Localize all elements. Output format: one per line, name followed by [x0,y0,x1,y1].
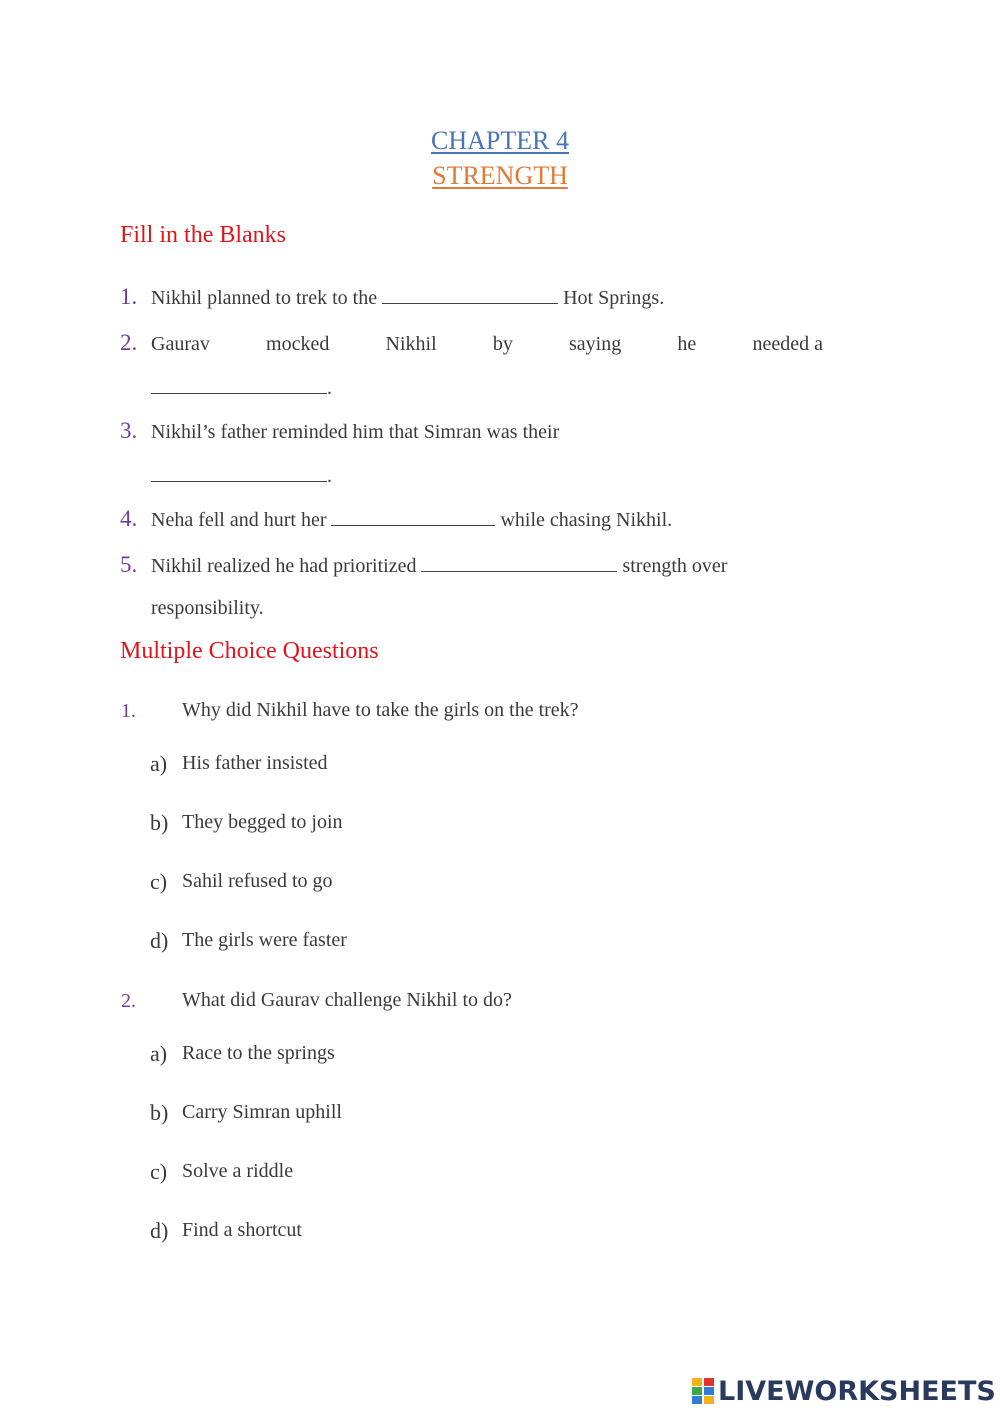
fill-blank-item [151,555,727,578]
fill-blank-item [151,333,823,356]
liveworksheets-logo [692,1375,996,1407]
fill-blank-word: Gaurav [151,333,210,355]
option-letter: c) [150,1159,168,1184]
blank-field[interactable] [421,570,617,572]
liveworksheets-logo-icon [692,1378,714,1404]
fill-blank-text: Neha fell and hurt her [151,509,327,531]
blank-field[interactable] [151,480,327,482]
fill-blank-text: Nikhil realized he had prioritized [151,555,417,577]
option-letter: c) [150,869,168,894]
fill-blank-word: saying [568,333,622,355]
mcq-heading: Multiple Choice Questions [120,638,379,664]
fill-blank-continuation: responsibility. [151,597,264,619]
fill-blank-number: 1. [120,284,138,309]
fill-blank-number: 5. [120,552,138,577]
fill-blank-word: mocked [266,333,330,355]
fill-blank-continuation [151,465,332,488]
chapter-label: CHAPTER 4 [431,126,569,155]
fill-blank-word: by [492,333,513,355]
fill-blank-item [151,421,559,444]
mcq-option[interactable]: They begged to join [182,811,343,833]
fill-blank-text: strength over [622,555,728,577]
fill-blank-item [151,287,664,310]
fill-blank-text: . [327,377,332,399]
fill-blank-item [151,509,672,532]
blank-field[interactable] [331,524,495,526]
blank-field[interactable] [151,392,327,394]
logo-text: LIVEWORKSHEETS [718,1375,996,1407]
fill-blank-text: Nikhil’s father reminded him that Simran was their [151,421,560,443]
option-letter: d) [150,928,169,953]
mcq-option[interactable]: Race to the springs [182,1042,335,1064]
fill-blank-text: Hot Springs. [563,287,665,309]
option-letter: b) [150,810,169,835]
mcq-option[interactable]: His father insisted [182,752,328,774]
fill-blank-text: . [327,465,332,487]
mcq-option[interactable]: Find a shortcut [182,1219,302,1241]
mcq-number: 1. [121,700,136,722]
fill-blank-number: 3. [120,418,138,443]
fill-blank-word: he [677,333,697,355]
blank-field[interactable] [382,302,558,304]
option-letter: d) [150,1218,169,1243]
fill-blank-text: Nikhil planned to trek to the [151,287,378,309]
mcq-question: Why did Nikhil have to take the girls on the trek? [182,699,579,721]
mcq-option[interactable]: The girls were faster [182,929,347,951]
mcq-question: What did Gaurav challenge Nikhil to do? [182,989,512,1011]
mcq-option[interactable]: Carry Simran uphill [182,1101,342,1123]
fill-blank-text: while chasing Nikhil. [500,509,673,531]
chapter-title: STRENGTH [432,161,568,190]
fill-blank-word: Nikhil [385,333,437,355]
option-letter: a) [150,751,168,776]
fill-blank-number: 4. [120,506,138,531]
fill-blank-word: needed a [752,333,823,355]
mcq-option[interactable]: Solve a riddle [182,1160,294,1182]
option-letter: b) [150,1100,169,1125]
fill-blanks-heading: Fill in the Blanks [120,222,287,248]
fill-blank-number: 2. [120,330,138,355]
fill-blank-continuation [151,377,332,400]
mcq-number: 2. [121,990,136,1012]
mcq-option[interactable]: Sahil refused to go [182,870,333,892]
option-letter: a) [150,1041,168,1066]
